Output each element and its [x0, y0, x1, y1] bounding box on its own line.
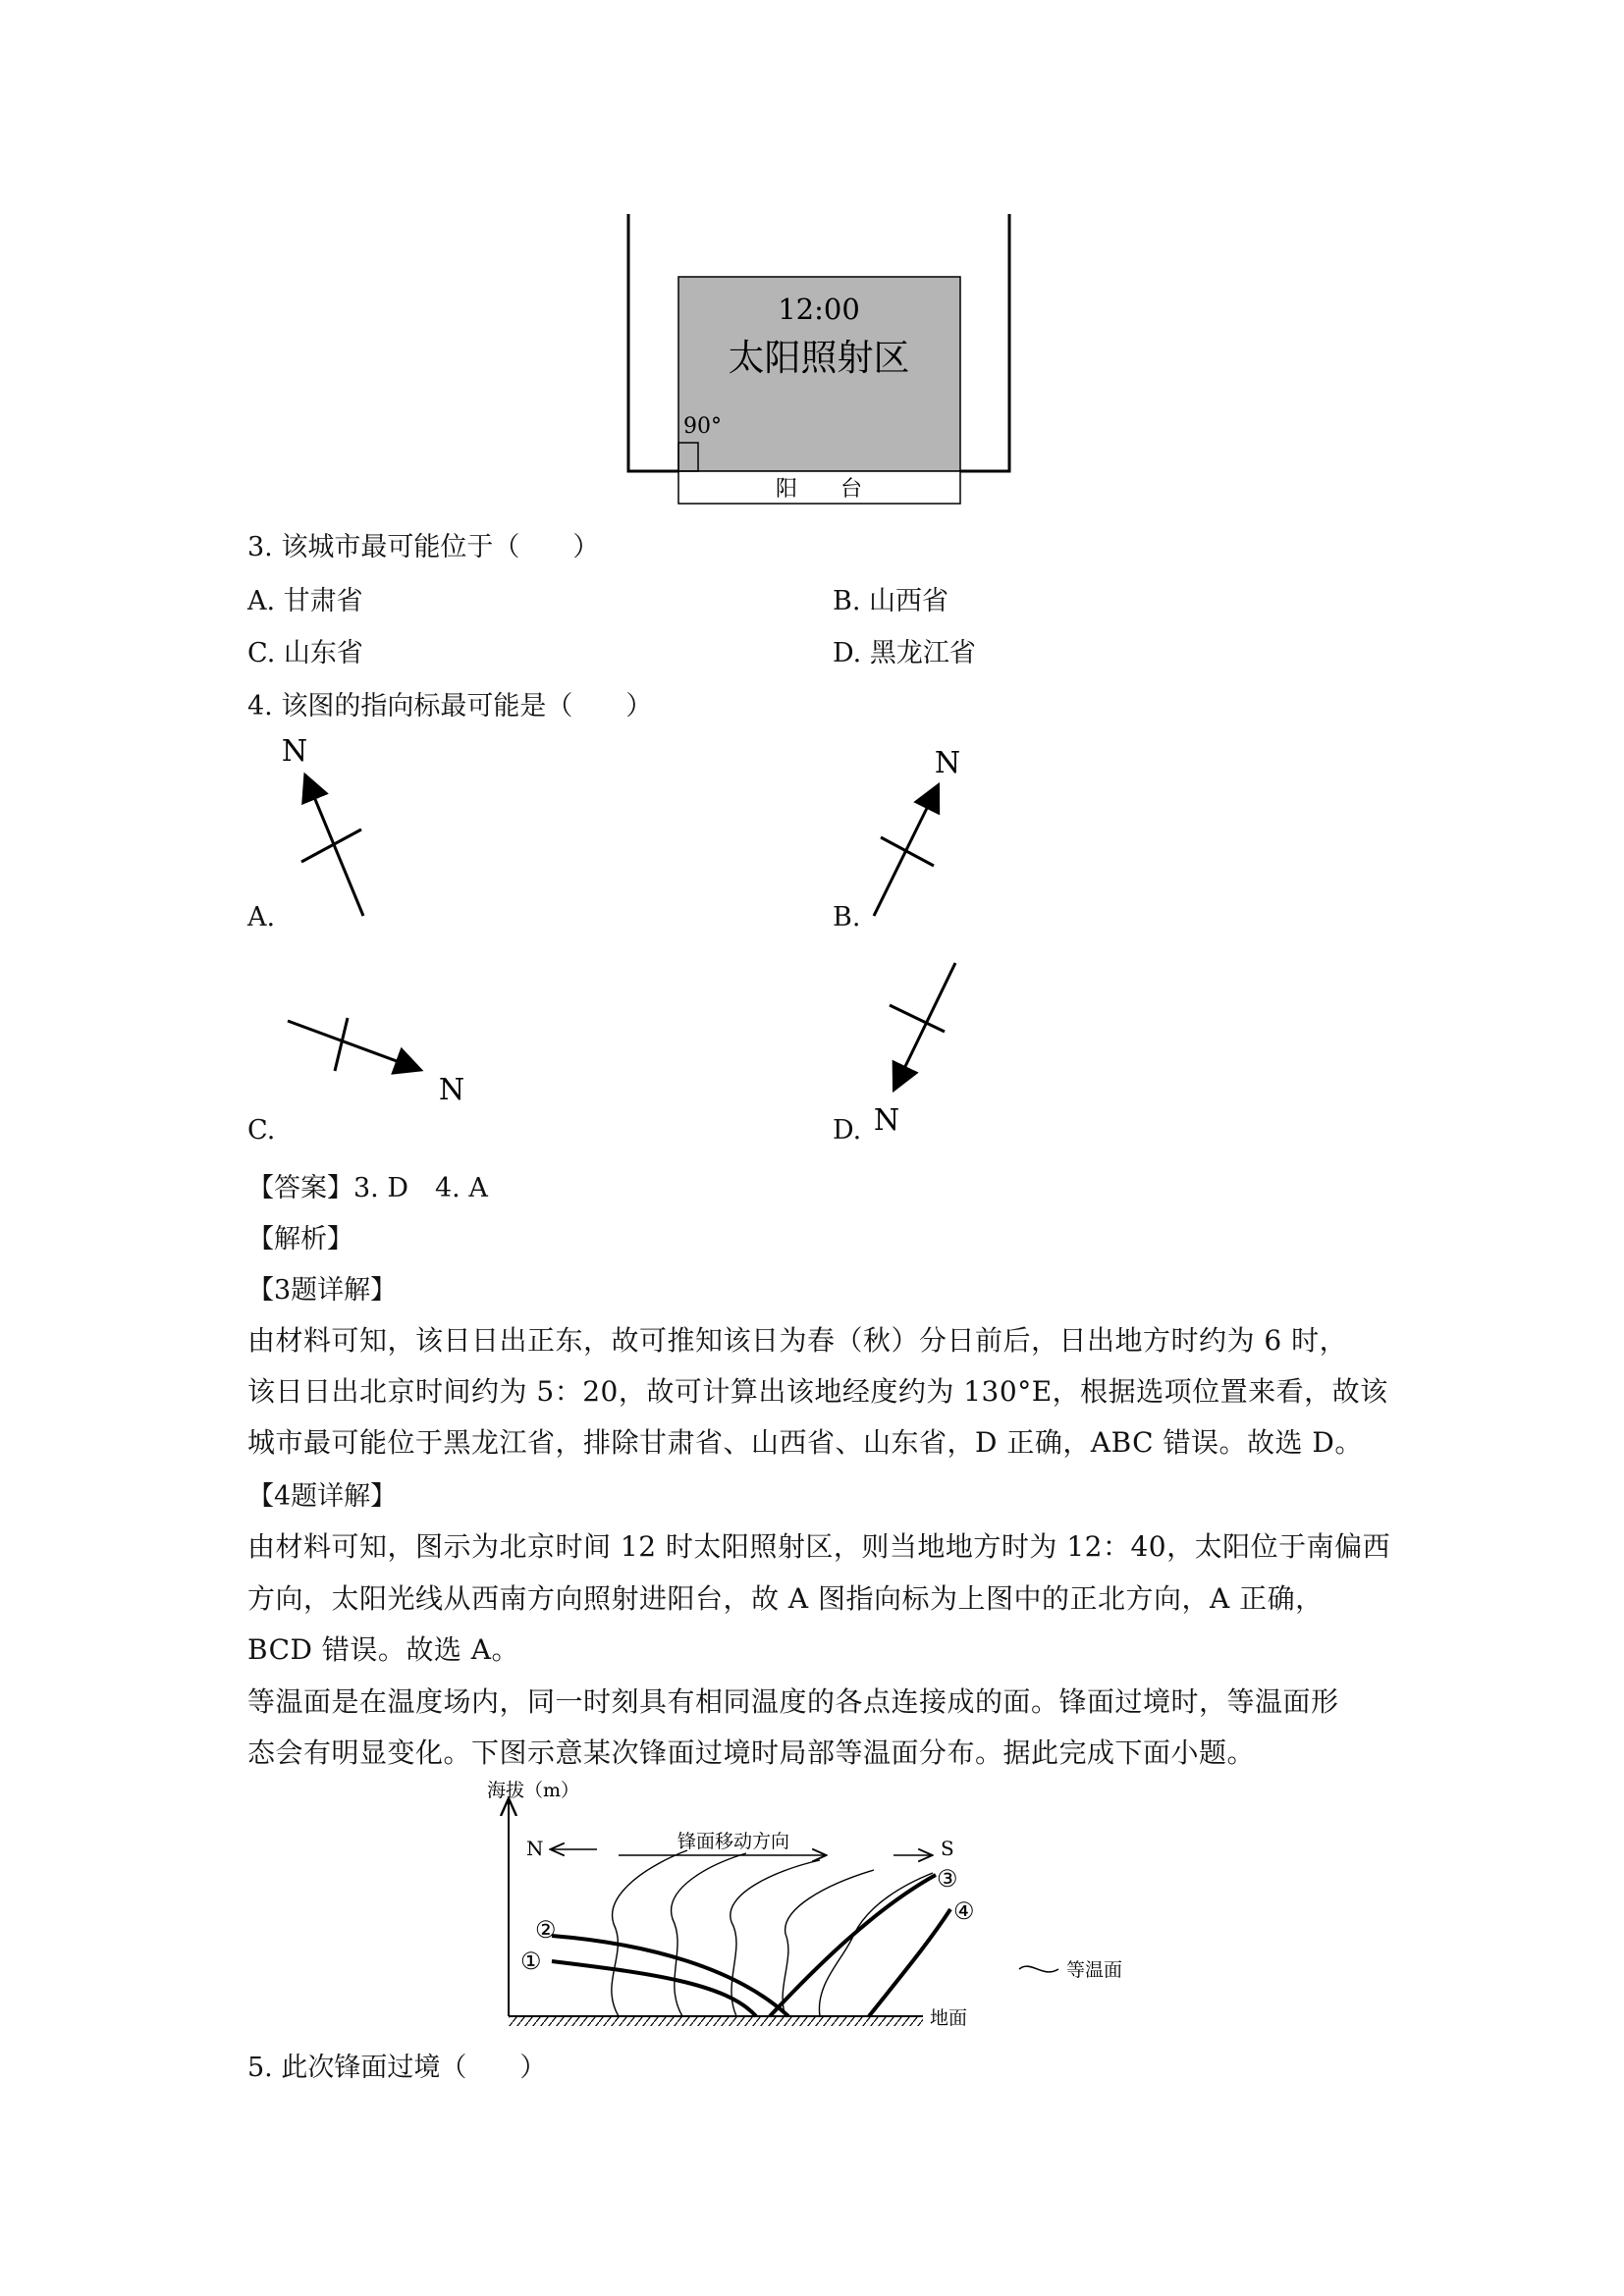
q5-stem: 5. 此次锋面过境（ ） — [247, 2053, 547, 2083]
ground-label: 地面 — [930, 2007, 968, 2029]
north-arrow-option-b — [854, 741, 992, 937]
north-arrow-option-d — [854, 957, 992, 1153]
q4-option-d: D. — [833, 1115, 862, 1146]
q3-option-b: B. 山西省 — [833, 586, 949, 616]
q3-option-d: D. 黑龙江省 — [833, 638, 976, 668]
front-movement-label: 锋面移动方向 — [677, 1831, 790, 1852]
north-label-b: N — [934, 746, 961, 780]
north-label: N — [526, 1837, 544, 1860]
sun-region-label: 太阳照射区 — [728, 337, 910, 379]
q4-option-a: A. — [247, 902, 276, 933]
q3-stem: 3. 该城市最可能位于（ ） — [247, 532, 600, 562]
q4-stem: 4. 该图的指向标最可能是（ ） — [247, 691, 653, 721]
north-label-a: N — [281, 734, 308, 769]
isotherm-label-4: ④ — [953, 1897, 975, 1925]
answer-line: 【答案】3. D 4. A — [247, 1173, 488, 1203]
legend-label: 等温面 — [1066, 1959, 1123, 1981]
isotherm-4-line — [869, 1909, 950, 2016]
q3-option-c: C. 山东省 — [247, 638, 363, 668]
north-arrow-option-a — [265, 731, 403, 928]
detail4-line-2: 方向，太阳光线从西南方向照射进阳台，故 A 图指向标为上图中的正北方向，A 正确， — [247, 1582, 1324, 1615]
isotherm-3-line — [770, 1875, 936, 2016]
intro-line-2: 态会有明显变化。下图示意某次锋面过境时局部等温面分布。据此完成下面小题。 — [247, 1736, 1256, 1769]
north-arrow-option-c — [280, 1001, 476, 1109]
detail3-line-1: 由材料可知，该日日出正东，故可推知该日为春（秋）分日前后，日出地方时约为 6 时， — [247, 1324, 1348, 1357]
time-label: 12:00 — [778, 293, 860, 326]
detail3-line-3: 城市最可能位于黑龙江省，排除甘肃省、山西省、山东省，D 正确，ABC 错误。故选 D。 — [247, 1426, 1363, 1459]
front-isotherm-diagram — [481, 1777, 1188, 2032]
detail3-heading: 【3题详解】 — [247, 1275, 398, 1306]
detail4-line-1: 由材料可知，图示为北京时间 12 时太阳照射区，则当地地方时为 12：40，太阳位于南偏西 — [247, 1530, 1391, 1563]
north-label-c: N — [438, 1073, 465, 1107]
q4-option-c: C. — [247, 1115, 276, 1146]
detail4-line-3: BCD 错误。故选 A。 — [247, 1633, 519, 1666]
analysis-heading: 【解析】 — [247, 1224, 353, 1255]
q4-option-b: B. — [833, 902, 861, 933]
isotherm-label-2: ② — [535, 1916, 557, 1944]
south-label: S — [941, 1837, 954, 1860]
isotherm-label-1: ① — [520, 1948, 542, 1975]
altitude-axis-label: 海拔（m） — [487, 1780, 580, 1801]
angle-label: 90° — [683, 414, 722, 439]
balcony-label: 阳 台 — [775, 477, 863, 502]
q3-option-a: A. 甘肃省 — [247, 586, 363, 616]
detail4-heading: 【4题详解】 — [247, 1481, 398, 1512]
intro-line-1: 等温面是在温度场内，同一时刻具有相同温度的各点连接成的面。锋面过境时，等温面形 — [247, 1685, 1339, 1718]
north-label-d: N — [873, 1103, 900, 1138]
balcony-diagram — [609, 206, 1021, 510]
isotherm-2-line — [552, 1936, 788, 2016]
isotherm-label-3: ③ — [937, 1865, 958, 1893]
legend-wave-icon — [1019, 1966, 1058, 1972]
isotherm-1-line — [552, 1961, 756, 2016]
detail3-line-2: 该日日出北京时间约为 5：20，故可计算出该地经度约为 130°E，根据选项位置来看，故该 — [247, 1375, 1388, 1408]
